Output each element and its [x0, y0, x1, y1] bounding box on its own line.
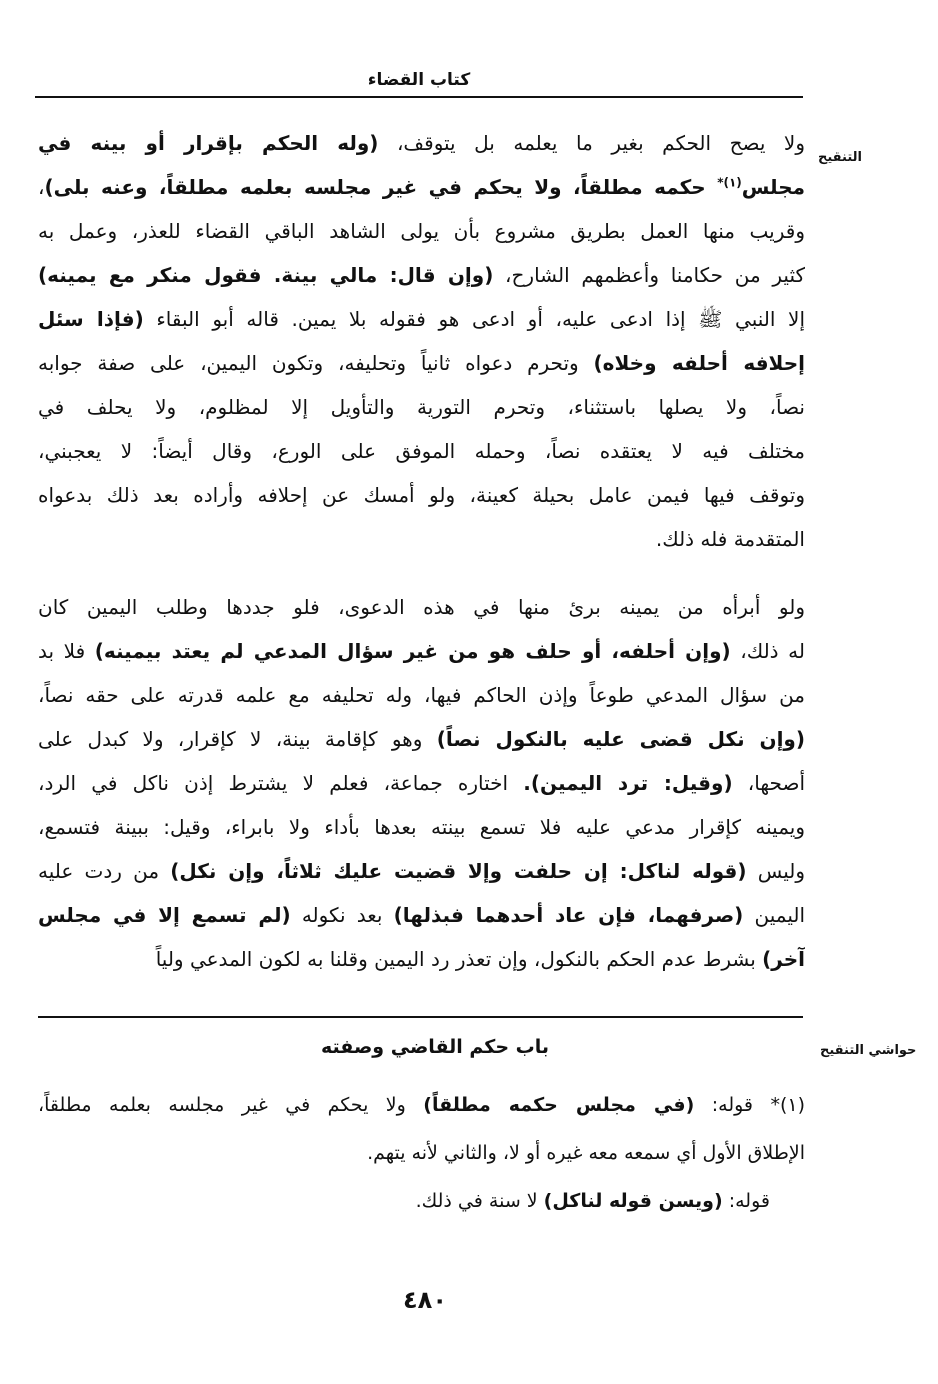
text-segment: أصحها، — [732, 771, 805, 795]
text-segment: ، — [38, 175, 45, 199]
footnote-heading: باب حكم القاضي وصفته — [320, 1036, 549, 1058]
bold-text: (ويسن قوله لناكل) — [543, 1190, 723, 1212]
paragraph-1 — [38, 121, 805, 561]
text-line — [38, 717, 805, 761]
text-segment: ويمينه كإقرار مدعي عليه فلا تسمع بينته بعدها بأداء ولا بابراء، وقيل: ببينة فتسمع، — [38, 815, 805, 839]
text-line — [38, 1179, 805, 1227]
text-line — [38, 341, 805, 385]
bold-text: (فإذا سئل — [38, 307, 144, 331]
text-line — [38, 253, 805, 297]
text-line — [38, 585, 805, 629]
text-segment: من سؤال المدعي طوعاً وإذن الحاكم فيها، وله تحليفه مع علمه قدرته على حقه نصاً، — [38, 683, 805, 707]
text-line — [38, 893, 805, 937]
paragraph-2 — [38, 585, 805, 981]
text-segment: ولو أبرأه من يمينه برئ منها في هذه الدعوى، فلو جددها وطلب اليمين كان — [38, 595, 805, 619]
text-segment: وتحرم دعواه ثانياً وتحليفه، وتكون اليمين، على صفة جوابه — [38, 351, 594, 375]
bold-text: حكمه مطلقاً، ولا يحكم في غير مجلسه بعلمه مطلقاً، وعنه بلى) — [44, 175, 718, 199]
text-line — [38, 1083, 805, 1131]
text-segment: وتوقف فيها فيمن عامل بحيلة كعينة، ولو أمسك عن إحلافه وأراده بعد ذلك بدعواه — [38, 483, 805, 507]
text-line — [38, 429, 805, 473]
text-segment: وهو كإقامة بينة، لا كإقرار، ولا كبدل على — [38, 727, 437, 751]
bold-text: مجلس — [741, 175, 805, 199]
text-segment: الإطلاق الأول أي سمعه معه غيره أو لا، والثاني لأنه يتهم. — [367, 1142, 805, 1164]
text-line — [38, 473, 805, 517]
text-segment: وقريب منها العمل بطريق مشروع بأن يولى الشاهد الباقي القضاء للعذر، وعمل به — [38, 219, 805, 243]
text-segment: بشرط عدم الحكم بالنكول، وإن تعذر رد اليمين وقلنا به لكون المدعي ولياً — [155, 947, 763, 971]
text-line — [38, 209, 805, 253]
text-segment: المتقدمة فله ذلك. — [655, 527, 805, 551]
text-line — [38, 937, 805, 981]
text-segment: من ردت عليه — [38, 859, 171, 883]
text-segment: اليمين — [743, 903, 805, 927]
bold-text: (وإن قال: مالي بينة. فقول منكر مع يمينه) — [38, 263, 494, 287]
text-line — [38, 121, 805, 165]
bold-text: (وله الحكم بإقرار أو بينه في — [38, 131, 379, 155]
text-line — [38, 849, 805, 893]
text-segment: بعد نكوله — [290, 903, 394, 927]
text-segment: نصاً، ولا يصلها باستثناء، وتحرم التورية والتأويل إلا لمظلوم، ولا يحلف في — [38, 395, 805, 419]
text-line — [38, 517, 805, 561]
bold-text: (قوله لناكل: إن حلفت وإلا قضيت عليك ثلاثاً، وإن نكل) — [170, 859, 747, 883]
text-line — [38, 673, 805, 717]
bold-text: (وإن نكل قضى عليه بالنكول نصاً) — [436, 727, 805, 751]
bold-text: (في مجلس حكمه مطلقاً) — [423, 1094, 695, 1116]
side-label-tanqih: التنقيح — [818, 150, 862, 165]
text-segment: فلا بد — [38, 639, 95, 663]
bold-text: (لم تسمع إلا في مجلس — [38, 903, 291, 927]
text-line — [38, 385, 805, 429]
text-segment: ولا يحكم في غير مجلسه بعلمه مطلقاً، — [38, 1094, 424, 1116]
text-line — [38, 761, 805, 805]
text-segment: مختلف فيه لا يعتقده نصاً، وحمله الموفق على الورع، وقال أيضاً: لا يعجبني، — [38, 439, 805, 463]
text-segment: إلا النبي ﷺ إذا ادعى عليه، أو ادعى هو فقوله بلا يمين. قاله أبو البقاء — [143, 307, 805, 331]
text-segment: لا سنة في ذلك. — [415, 1190, 544, 1212]
text-line — [38, 629, 805, 673]
text-line — [38, 805, 805, 849]
text-line — [38, 297, 805, 341]
text-segment: وليس — [746, 859, 805, 883]
footnote-rule — [38, 1016, 803, 1018]
bold-text: (صرفهما، فإن عاد أحدهما فبذلها) — [393, 903, 744, 927]
text-segment: له ذلك، — [730, 639, 805, 663]
bold-text: (وقيل: ترد اليمين). — [523, 771, 733, 795]
text-segment: كثير من حكامنا وأعظمهم الشارح، — [493, 263, 805, 287]
text-segment: (١)* قوله: — [694, 1094, 805, 1116]
footnotes — [38, 1083, 805, 1227]
text-segment: ولا يصح الحكم بغير ما يعلمه بل يتوقف، — [378, 131, 805, 155]
header-rule — [35, 96, 803, 98]
text-segment: قوله: — [722, 1190, 770, 1212]
text-line — [38, 1131, 805, 1179]
page-number: ٤٨٠ — [403, 1286, 447, 1314]
text-segment: اختاره جماعة، فعلم لا يشترط إذن ناكل في الرد، — [38, 771, 524, 795]
running-title: كتاب القضاء — [367, 70, 471, 90]
text-line — [38, 165, 805, 209]
side-label-hawashi: حواشي التنقيح — [820, 1043, 917, 1058]
bold-text: آخر) — [762, 947, 805, 971]
bold-text: إحلافه أحلفه وخلاه) — [593, 351, 805, 375]
footnote-marker: (١)* — [717, 175, 742, 190]
bold-text: (وإن أحلفه، أو حلف هو من غير سؤال المدعي لم يعتد بيمينه) — [94, 639, 731, 663]
